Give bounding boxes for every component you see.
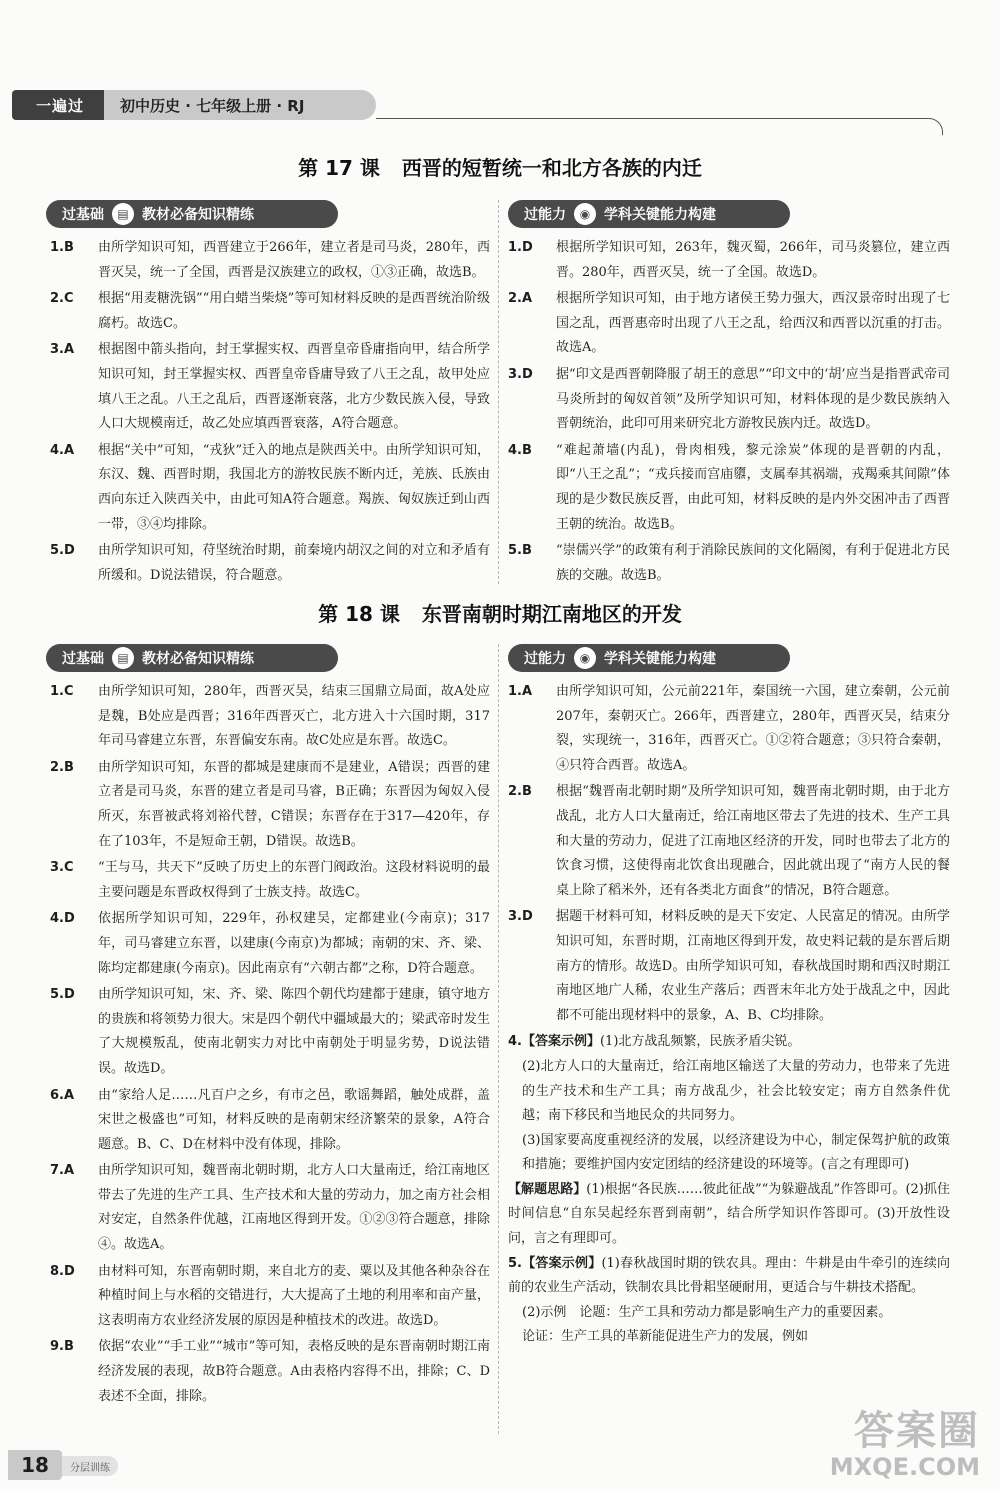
answer-text: 根据“用麦糖洗锅”“用白蜡当柴烧”等可知材料反映的是西晋统治阶级腐朽。故选C。	[98, 291, 490, 331]
lesson-17-ability-answers	[508, 236, 950, 590]
watermark-logo	[790, 1408, 980, 1486]
answer-number: 2.A	[508, 291, 533, 307]
answer-item	[50, 236, 490, 285]
answer-number: 5.B	[508, 543, 532, 559]
lesson-18-basic-answers	[50, 680, 490, 1411]
answer-text: 依据“农业”“手工业”“城市”等可知，表格反映的是东晋南朝时期江南经济发展的表现，故B符合题意。A由表格内容得不出，排除；C、D表述不全面，排除。	[98, 1339, 490, 1404]
lesson-17-name: 西晋的短暂统一和北方各族的内迁	[401, 156, 702, 180]
lesson-18-number: 第 18 课	[318, 602, 400, 626]
answer-item	[50, 1260, 490, 1334]
lesson-17-basic-pill	[46, 200, 338, 228]
header-rule	[376, 118, 943, 135]
answer-5-block	[508, 1252, 950, 1350]
lesson-17-number: 第 17 课	[298, 156, 380, 180]
answer-number: 7.A	[50, 1163, 75, 1179]
column-divider	[498, 644, 499, 1434]
answer-4-tip: (1)根据“各民族……彼此征战”“为躲避战乱”作答即可。(2)抓住时间信息“自东吴起经东晋到南朝”，结合所学知识作答即可。(3)开放性设问，言之有理即可。	[508, 1181, 950, 1247]
answer-text: 根据“关中”可知，“戎狄”迁入的地点是陕西关中。由所学知识可知，东汉、魏、西晋时期，我国北方的游牧民族不断内迁，羌族、氐族由西向东迁入陕西关中，由此可知A符合题意。羯族、匈奴族迁到山西一带，③④均排除。	[98, 442, 490, 532]
answer-item	[50, 338, 490, 436]
footer-tag: 分层训练	[62, 1456, 118, 1476]
lesson-18-name: 东晋南朝时期江南地区的开发	[421, 602, 682, 626]
answer-item	[50, 539, 490, 588]
answer-item	[508, 905, 950, 1028]
answer-text: 由所学知识可知，苻坚统治时期，前秦境内胡汉之间的对立和矛盾有所缓和。D说法错误，符合题意。	[98, 543, 490, 583]
answer-item	[50, 1159, 490, 1257]
answer-5-line: 论证：生产工具的革新能促进生产力的发展，例如	[522, 1329, 809, 1345]
answer-text: 根据所学知识可知，由于地方诸侯王势力强大，西汉景帝时出现了七国之乱，西晋惠帝时出现了八王之乱，给西汉和西晋以沉重的打击。故选A。	[556, 291, 950, 356]
answer-text: 由所学知识可知，公元前221年，秦国统一六国，建立秦朝，公元前207年，秦朝灭亡。266年，西晋建立，280年，西晋灭吴，结束分裂，实现统一，316年，西晋灭亡。①②符合题意；③只符合秦朝，④只符合西晋。故选A。	[556, 684, 950, 773]
lesson-18-basic-pill	[46, 644, 338, 672]
answer-text: 据“印文是西晋朝降服了胡王的意思”“印文中的‘胡’应当是指晋武帝司马炎所封的匈奴首领”及所学知识可知，材料体现的是少数民族纳入晋朝统治，此印可用来研究北方游牧民族内迁。故选D。	[556, 366, 950, 432]
medal-icon: ◉	[574, 647, 596, 669]
ability-item-list	[508, 680, 950, 1028]
lesson-17-ability-pill	[508, 200, 790, 228]
answer-item	[50, 983, 490, 1081]
pill-sub: 教材必备知识精练	[142, 207, 254, 223]
subject-label: 初中历史 · 七年级上册 · RJ	[104, 90, 376, 120]
answer-number: 8.D	[50, 1263, 75, 1279]
pill-lead: 过基础	[62, 207, 104, 223]
answer-4-line: (1)北方战乱频繁，民族矛盾尖锐。	[599, 1034, 801, 1050]
answer-number: 2.C	[50, 291, 74, 307]
answer-item	[50, 439, 490, 537]
notebook-icon: ▤	[112, 647, 134, 669]
answer-number: 4.A	[50, 442, 75, 458]
notebook-icon: ▤	[112, 203, 134, 225]
answer-5-line: (1)春秋战国时期的铁农具。理由：牛耕是由牛牵引的连续向前的农业生产活动，铁制农具比骨耜坚硬耐用，更适合与牛耕技术搭配。	[508, 1255, 951, 1296]
answer-item	[50, 907, 490, 981]
lesson-18-ability-pill	[508, 644, 790, 672]
answer-4-line: (3)国家要高度重视经济的发展，以经济建设为中心，制定保驾护航的政策和措施；要维护国内安定团结的经济建设的环境等。(言之有理即可)	[522, 1132, 950, 1173]
answer-4-block	[508, 1030, 950, 1251]
answer-item	[50, 756, 490, 854]
pill-lead: 过能力	[524, 651, 566, 667]
pill-sub: 学科关键能力构建	[604, 651, 716, 667]
pill-lead: 过能力	[524, 207, 566, 223]
answer-text: 根据图中箭头指向，封王掌握实权、西晋皇帝昏庸指向甲，结合所学知识可知，封王掌握实权、西晋皇帝昏庸导致了八王之乱，故甲处应填八王之乱。八王之乱后，西晋逐渐衰落，北方少数民族入侵，导致人口大规模南迁，故乙处应填西晋衰落，A符合题意。	[98, 342, 490, 432]
answer-number: 1.B	[50, 240, 74, 255]
answer-number: 3.D	[508, 366, 533, 382]
answer-text: 由所学知识可知，西晋建立于266年，建立者是司马炎，280年，西晋灭吴，统一了全国，西晋是汉族建立的政权，①③正确，故选B。	[98, 240, 490, 280]
answer-text: 由所学知识可知，东晋的都城是建康而不是建业，A错误；西晋的建立者是司马炎，东晋的建立者是司马睿，B正确；东晋因为匈奴入侵所灭，东晋被武将刘裕代替，C错误；东晋存在于317—420年，存在了103年，不是短命王朝，D错误。故选B。	[98, 759, 490, 849]
answer-text: 根据“魏晋南北朝时期”及所学知识可知，魏晋南北朝时期，由于北方战乱，北方人口大量南迁，给江南地区带去了先进的技术、生产工具和大量的劳动力，促进了江南地区经济的开发，同时也带去了北方的饮食习惯，这使得南北饮食出现融合，因此就出现了“南方人民的餐桌上除了稻米外，还有各类北方面食”的情况，B符合题意。	[556, 784, 950, 898]
answer-text: 由所学知识可知，魏晋南北朝时期，北方人口大量南迁，给江南地区带去了先进的生产工具、生产技术和大量的劳动力，加之南方社会相对安定，自然条件优越，江南地区得到开发。①②③符合题意，排除④。故选A。	[98, 1163, 490, 1253]
answer-4-line: (2)北方人口的大量南迁，给江南地区输送了大量的劳动力，也带来了先进的生产技术和生产工具；南方战乱少，社会比较安定；南方自然条件优越；南下移民和当地民众的共同努力。	[522, 1058, 950, 1124]
answer-text: “崇儒兴学”的政策有利于消除民族间的文化隔阂，有利于促进北方民族的交融。故选B。	[556, 543, 950, 583]
answer-number: 6.A	[50, 1087, 75, 1103]
answer-text: “王与马，共天下”反映了历史上的东晋门阀政治。这段材料说明的最主要问题是东晋政权得到了士族支持。故选C。	[98, 860, 490, 900]
answer-item	[508, 780, 950, 903]
answer-number: 1.C	[50, 684, 74, 699]
answer-number: 5.D	[50, 987, 75, 1003]
answer-number: 4.D	[50, 911, 75, 927]
answer-item	[50, 856, 490, 905]
answer-4-tip-head: 【解题思路】	[508, 1181, 587, 1197]
pill-lead: 过基础	[62, 651, 104, 667]
lesson-18-title	[0, 598, 1000, 627]
answer-number: 3.A	[50, 342, 75, 358]
answer-text: 由材料可知，东晋南朝时期，来自北方的麦、粟以及其他各种杂谷在种植时间上与水稻的交错进行，大大提高了土地的利用率和亩产量，这表明南方农业经济发展的原因是种植技术的改进。故选D。	[98, 1263, 490, 1328]
answer-item	[508, 363, 950, 437]
pill-sub: 教材必备知识精练	[142, 651, 254, 667]
answer-item	[50, 680, 490, 754]
answer-item	[508, 439, 950, 537]
medal-icon: ◉	[574, 203, 596, 225]
lesson-17-title	[0, 152, 1000, 181]
answer-number: 2.B	[508, 784, 532, 800]
brand-logo: 一遍过	[12, 90, 108, 120]
answer-number: 1.A	[508, 684, 533, 699]
answer-item	[508, 680, 950, 778]
answer-item	[50, 1335, 490, 1409]
lesson-17-basic-answers	[50, 236, 490, 590]
answer-text: 依据所学知识可知，229年，孙权建吴，定都建业(今南京)；317年，司马睿建立东晋，以建康(今南京)为都城；南朝的宋、齐、梁、陈均定都建康(今南京)。因此南京有“六朝古都”之称，D符合题意。	[98, 911, 490, 976]
watermark-big: 答案圈	[854, 1408, 980, 1454]
answer-5-line: (2)示例 论题：生产工具和劳动力都是影响生产力的重要因素。	[522, 1304, 892, 1320]
answer-5-head: 5.【答案示例】	[508, 1255, 602, 1271]
answer-item	[508, 287, 950, 361]
answer-number: 9.B	[50, 1339, 74, 1355]
answer-item	[50, 287, 490, 336]
answer-item	[50, 1084, 490, 1158]
answer-number: 4.B	[508, 442, 532, 458]
watermark-small: MXQE.COM	[829, 1453, 980, 1481]
answer-text: 根据所学知识可知，263年，魏灭蜀，266年，司马炎篡位，建立西晋。280年，西晋灭吴，统一了全国。故选D。	[556, 240, 950, 280]
answer-number: 1.D	[508, 240, 533, 255]
answer-item	[508, 236, 950, 285]
page-header	[0, 86, 1000, 126]
answer-text: 据题干材料可知，材料反映的是天下安定、人民富足的情况。由所学知识可知，东晋时期，江南地区得到开发，故史料记载的是东晋后期南方的情形。故选D。由所学知识可知，春秋战国时期和西汉时期江南地区地广人稀，农业生产落后；西晋末年北方处于战乱之中，因此都不可能出现材料中的景象，A、B、C均排除。	[556, 909, 950, 1023]
answer-item	[508, 539, 950, 588]
answer-number: 5.D	[50, 543, 75, 559]
pill-sub: 学科关键能力构建	[604, 207, 716, 223]
answer-number: 3.D	[508, 909, 533, 925]
answer-text: 由所学知识可知，宋、齐、梁、陈四个朝代均建都于建康，镇守地方的贵族和将领势力很大。宋是四个朝代中疆域最大的；梁武帝时发生了大规模叛乱，使南北朝实力对比中南朝处于明显劣势，D说法错误。故选D。	[98, 987, 490, 1076]
answer-number: 3.C	[50, 860, 74, 876]
answer-text: “难起萧墙(内乱)，骨肉相残，黎元涂炭”体现的是晋朝的内乱，即“八王之乱”；“戎兵接而宫庙隳，支属奉其祸端，戎羯乘其间隙”体现的是少数民族反晋，由此可知，材料反映的是内外交困冲击了西晋王朝的统治。故选B。	[556, 442, 950, 532]
answer-text: 由“家给人足……凡百户之乡，有市之邑，歌谣舞蹈，触处成群，盖宋世之极盛也”可知，材料反映的是南朝宋经济繁荣的景象，A符合题意。B、C、D在材料中没有体现，排除。	[98, 1087, 490, 1152]
column-divider	[498, 200, 499, 584]
page-number: 18	[8, 1450, 62, 1480]
answer-number: 2.B	[50, 759, 74, 775]
answer-text: 由所学知识可知，280年，西晋灭吴，结束三国鼎立局面，故A处应是魏，B处应是西晋；316年西晋灭亡，北方进入十六国时期，317年司马睿建立东晋，东晋偏安东南。故C处应是东晋。故选C。	[98, 684, 490, 749]
answer-4-head: 4.【答案示例】	[508, 1034, 600, 1050]
lesson-18-ability-answers	[508, 680, 950, 1350]
